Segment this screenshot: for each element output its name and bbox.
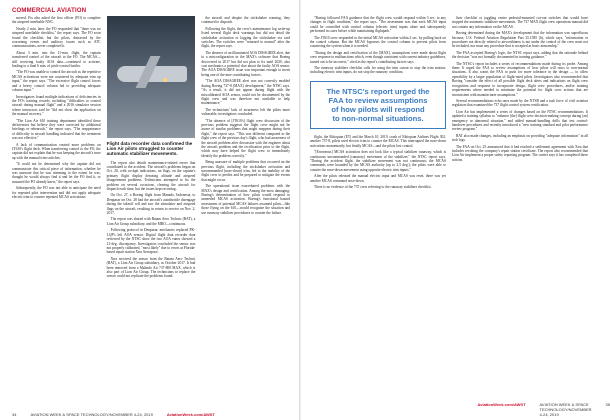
column-3 [201,16,290,408]
body-paragraph: "The absence of [JT610's] flight crew discussion of the previous problem suggests the flight crew might not be aware of similar problems that might reappear during their flight," the report says. "This was different compared to the flight crew of the previous day's flight, who had awareness of the aircraft problem after discussion with the engineer about the aircraft problem and the rectification prior to the flight, which may have helped the flight crew to immediately identify the problem correctly." [201,118,291,158]
pull-quote-line: to non-normal situations. [332,113,424,123]
magazine-title-left: AVIATION WEEK & SPACE TECHNOLOGY/NOVEMBER 4-24, 2019 [30,412,153,417]
body-paragraph: BAT also made changes, including an emphasis on providing "adequate information" in all tech logs. [452,133,588,143]
body-paragraph: Following the flight, the crew's maintenance log write-up listed several flight deck warnings but did not detail the stickshaker activation or logging the stickshaker via card switches. The switches were "returned to normal" after the flight, the report says. [201,26,291,49]
body-paragraph: The FAA on Oct. 25 announced that it had reached a settlement agreement with Xtra that includes revoking the company's repair station certificate. The report also recommended that Lion Air implement a proper safety reporting program. The carrier says it has completed these actions. [452,144,588,162]
body-paragraph: Boeing determined during the MAX's development that the information was superfluous because, U.S. Federal Aviation Regulation Part 25.1585 (h), which says, "information or procedures not directly related to airworthiness is not under the control of the crew must not be included, nor must any procedure that is accepted as basic airmanship." [452,31,588,49]
body-paragraph: The report was shared with Batam Aero Technic (BAT), a Lion Air Group subsidiary, and the MRO—continuous. [106,217,196,226]
pull-quote-line: The NTSC's report urged the [326,86,430,96]
page-number-left: 34 [12,412,17,417]
column-1 [12,16,101,408]
section-header: COMMERCIAL AVIATION [12,8,87,14]
body-paragraph: Being unaware of multiple problems that occurred on the previous flight, including the stickshaker activation and uncommanded (nose-down) trim, led to the inability of the flight crew to predict and be prepared to mitigate the events that might occur. [201,160,291,182]
body-paragraph: The FAA accepted Boeing's logic, the NTSC report says, adding that the rationale behind the decision "was not formally documented in training guidance." [452,50,588,60]
left-page [0,0,300,420]
body-paragraph: "It could not be determined why the captain did not communicate this critical piece of information, whether he was unaware that he was trimming to the extent he was, thought he would always find it and let the FO find it, or assumed the FO already knew," the report says. [12,162,101,184]
body-paragraph: "The AOA DISAGREE alert was not correctly enabled during Boeing 737-8 (MAX) development," the NTSC says. "As a result, it did not appear during flight with the miscalibrated AOA sensor, could not be documented by the flight crew and was therefore not available to help maintenance." [201,79,291,106]
body-paragraph: A lack of communication created more problems on JT610's flight deck. When transferring control to the FO, the captain did not explain that he was keeping the aircraft's nose up with the manual trim switches. [12,142,101,160]
body-paragraph: lizer checklist or juggling center pedestal-mounted cut-out switches that would have stopped the automatic stabilizer movements. The 737 MAX flight crew operations manual did not contain any information on the MCAS. [452,16,588,29]
right-page [300,0,610,420]
right-columns [310,16,588,408]
left-footer [12,412,290,417]
pull-quote-line: FAA to review assumptions [328,95,428,105]
column-2-text [107,161,196,279]
body-paragraph: Subsequently, the FO was not able to anticipate the need for repeated pilot intervention and did not apply adequate electric trim to counter repeated MCAS activations. [12,186,101,200]
body-paragraph: After the pilots released the manual electric input and MCAS was reset, there was yet another MCAS command nose-down. [310,174,446,183]
body-paragraph: Lion Air has implemented a series of changes based on the NTSC recommendations. It updated a training syllabus to "enhance [the] flight crew decision-making concept during [an] emergency or abnormal situation," and added manual-handling drills that test control-handover procedures and recently introduced a "new training standard and pilot performance review program." [452,109,588,132]
column-4 [310,16,446,408]
body-paragraph: The JT610 crew responded to the initial MCAS activation within 2 sec. by pulling back on the control column. But the MCAS bypasses the control column to prevent pilots from countering the system when it is needed. [310,35,446,49]
body-paragraph: flight, the Ethiopian (ET) and the March 10, 2019, crash of Ethiopian Airlines Flight 302, another 737-8, pilots used electric trim to counter the MCAS. This interrupted the nose-down activations momentarily, but finally MCAS—and the pilots lost control. [310,134,446,148]
column-2 [107,16,196,408]
body-paragraph: The operational issue exacerbated problems with the MAX's design and certification. Among the most damaging: Boeing's determination of how pilots would respond to unneeded MCAS activation. Boeing's functional hazard assessment of potential MCAS failures assumed pilots—like those flying on the 610—would recognize the situation and use runaway stabilizer procedures to counter the failure. [201,184,291,215]
section-header-spacer [310,8,588,16]
body-paragraph: Xtra received the sensor from the Batam Aero Technic (BAT), a Lion Air Group subsidiary, in October 2017. It had been removed from a Malindo Air 737-800 MAX, which is also part of Lion Air Group. The technicians to replace the sensor could not replicate the problems found. [106,256,196,279]
pull-quote-line: of how pilots will respond [331,104,425,114]
website-link-right[interactable]: AviationWeek.com/AWST [477,402,526,407]
body-paragraph: On Oct. 27, a Boeing flight from Manado, Indonesia, to Denpasar on Oct. 28 had the aircraft's autothrottle disengage during the takeoff roll and saw the stimulator and airspeed flags on the aircraft, resulting in return to service on Nov. 2, 2017. [106,193,196,216]
landing-light [163,78,167,82]
body-paragraph: "During the design and certification of the [MAX], assumptions were made about flight crew response to malfunctions which, even though consistent with current industry guidelines, turned out to be incorrect," cited as the report's contributing factors says. [310,50,446,64]
pull-quote [310,81,446,129]
body-paragraph: Several recommendations echo ones made by the NTSB and a task force of civil aviation regulators that examined the 737 flight control system certification. [452,98,588,108]
body-paragraph: Following protocol in Denpasar, mechanics replaced PK-LQP's left AOA sensor. Digital flight data recorder data reviewed by the NTSC show the two AOA vanes showed a 21-deg. discrepancy. Investigators concluded the sensor was not properly calibrated, "most likely" due to errors at Florida-based repair station Xtra Aerospace. [106,228,196,255]
website-link-left[interactable]: AviationWeek.com/AWST [166,412,215,417]
body-paragraph: "The FO was unable to control the aircraft as the repetitive MCAS activations were not countered by adequate trim up input," the report says. "The excessive flight control forces and a heavy control column led to providing adequate column input." [12,70,101,93]
magazine-title-right: AVIATION WEEK & SPACE TECHNOLOGY/NOVEMBER 4-24, 2019 [539,402,592,417]
left-columns [12,16,290,408]
body-paragraph: About 3 min. into the 11-min. flight, the captain transferred control of the aircraft to the FO. The MCAS—still receiving faulty AOA data—continued to activate, leading to a final 6 min. of pitch-control battles. [12,50,101,69]
body-paragraph: "[Erroneous] MCAS activation does not look like a typical stabilizer runaway, which is continuous uncommanded (runaway) movement of the stabilizer," the NTSC report says. "During the accident flight, the stabilizer movement was not continuous; the MCAS commands were bounded by the MCAS authority (up to 2.5 deg.); the pilots were able to counter the nose-down movement using opposite electric trim inputs." [310,150,446,172]
body-paragraph: The NTSC's report includes a series of recommendations made during its probe. Among them: It urged the FAA to review assumptions of how pilots will react to non-normal situations. It also wants the FAA to push for more tolerance in the design — to allow operability by a larger population of flight-rated pilots. Investigators also recommended that Boeing "consider the effect of all possible flight deck alerts and indications on flight crew recognition and response to incorporate design, flight crew procedures, and/or training requirements where needed to minimize the potential for flight crew actions that are inconsistent with manufacturer assumptions." [452,61,588,97]
body-paragraph: There is no evidence of the 737 crew referring to the runaway stabilizer checklist. [314,184,432,189]
body-paragraph: The technicians' lack of awareness left the pilots more vulnerable, investigators concluded. [201,107,291,117]
body-paragraph: "The Lion Air 610 training department identified these deficiencies but believe they were corrected by additional briefings or rehearsals," the report says. "The reappearance of difficulty to aircraft handling indicated that the treatment was not effective." [12,118,101,141]
body-paragraph: the aircraft and despite the stickshaker warning, they continued to dispatch. [201,16,291,25]
body-paragraph: The absence of an illuminated AOA DISAGREE alert, due to a misconfiguration in the MAX's software that Boeing discovered in 2017 but did not plan to fix until 2020, also cost mechanics a potential clue about the faulty AOA sensor. The AOA DISAGREE issue was important enough to merit being one of the nine contributing factors. [201,50,291,77]
body-paragraph: Nearly 2 min. later, the FO responded that "there was no airspeed unreliable checklist," the report says. The FO soon found the checklist, but the pilots, distracted by the worsening events and auditory issues such as ATC communications, never completed it. [12,26,101,49]
column-4-text [310,16,446,75]
body-paragraph: Investigators found multiple indications of deficiencies in the FO's training records, including "difficulties to control aircraft during manual flight" and a 2016 simulator session where instructors said he "did not show the application on the manual recovery." [12,94,101,117]
column-5 [452,16,588,408]
body-paragraph: "Boeing followed FAA guidance that the flight crew would respond within 3 sec. to any changes in flight condition," the report says. "The assessment was that each MCAS input could be controlled with control column (electric trim) inputs alone and subsequently performed in cases before while maintaining flightpath." [310,16,446,34]
body-paragraph: The runaway stabilizer checklist calls for using the trim cutout to stop the trim motion, including electric trim inputs, do not stop the runaway condition. [310,66,446,75]
page-number-right: 35 [605,402,610,407]
photo-caption: Flight data recorder data confirmed the Lion Air pilots struggled to counter automatic stabilizer movements. [106,141,193,157]
body-paragraph: moved, Fix also asked the first officer (FO) to complete the airspeed unreliable NNC. [12,16,101,25]
column-4b-text [310,135,446,189]
aircraft-photo [107,16,196,138]
body-paragraph: The report also details maintenance-related errors that contributed to the accident. The aircraft's problems began on Oct. 26, with cockpit indications, on flags, on the captain's primary flight display denoting altitude and airspeed disagreement problems. Technicians attempted to fix the problem on several occasions, clearing the aircraft for dispatch each time, but the issues kept recurring. [106,160,196,192]
